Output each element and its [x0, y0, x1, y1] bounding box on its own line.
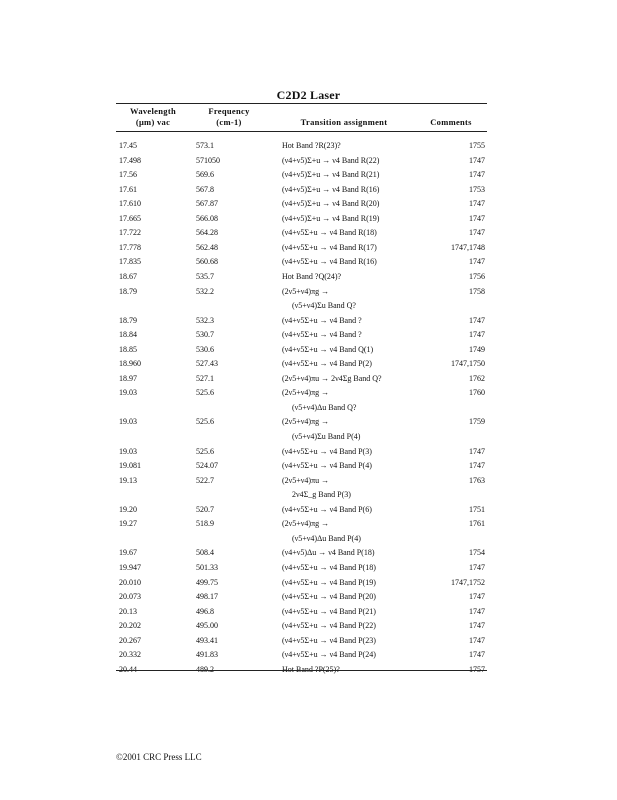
- transition-cell: (ν4+ν5Σ+u → ν4 Band P(2): [282, 359, 372, 369]
- frequency-cell: 527.43: [196, 359, 218, 369]
- frequency-cell: 569.6: [196, 170, 214, 180]
- frequency-cell: 495.00: [196, 621, 218, 631]
- frequency-cell: 525.6: [196, 417, 214, 427]
- transition-cell: (ν4+ν5Σ+u → ν4 Band R(17): [282, 242, 377, 252]
- wavelength-cell: 19.081: [119, 461, 141, 471]
- wavelength-cell: 17.61: [119, 184, 137, 194]
- transition-cell: (ν4+ν5Σ+u → ν4 Band P(3): [282, 446, 372, 456]
- wavelength-cell: 19.67: [119, 548, 137, 558]
- transition-cell: (ν4+ν5Σ+u → ν4 Band R(18): [282, 228, 377, 238]
- transition-cell: (ν4+ν5Σ+u → ν4 Band P(24): [282, 650, 376, 660]
- transition-cell: (2ν5+ν4)πu → 2ν4Σg Band Q?: [282, 373, 382, 383]
- transition-cell: (ν4+ν5)Δu → ν4 Band P(18): [282, 548, 375, 558]
- comments-cell: 1747: [469, 213, 485, 223]
- frequency-cell: 525.6: [196, 446, 214, 456]
- transition-cell: (ν4+ν5Σ+u → ν4 Band P(19): [282, 577, 376, 587]
- comments-cell: 1751: [469, 504, 485, 514]
- frequency-cell: 520.7: [196, 504, 214, 514]
- transition-cell: (ν4+ν5Σ+u → ν4 Band R(16): [282, 257, 377, 267]
- wavelength-cell: 20.073: [119, 592, 141, 602]
- transition-cell: (ν4+ν5)Σ+u → ν4 Band R(16): [282, 184, 380, 194]
- comments-cell: 1747: [469, 315, 485, 325]
- wavelength-header-line1: Wavelength: [130, 106, 176, 116]
- wavelength-cell: 17.835: [119, 257, 141, 267]
- comments-header: Comments: [430, 117, 472, 127]
- transition-header: Transition assignment: [300, 117, 388, 127]
- transition-cell: (ν4+ν5Σ+u → ν4 Band P(18): [282, 562, 376, 572]
- comments-cell: 1747: [469, 257, 485, 267]
- frequency-cell: 535.7: [196, 271, 214, 281]
- wavelength-header: [118, 106, 188, 128]
- frequency-cell: 525.6: [196, 388, 214, 398]
- transition-cell: (ν4+ν5)Σ+u → ν4 Band R(20): [282, 199, 380, 209]
- frequency-cell: 524.07: [196, 461, 218, 471]
- transition-cell: (ν4+ν5Σ+u → ν4 Band P(23): [282, 635, 376, 645]
- transition-cell: (ν4+ν5Σ+u → ν4 Band P(21): [282, 606, 376, 616]
- wavelength-header-line2: (μm) vac: [135, 117, 171, 127]
- comments-cell: 1747: [469, 199, 485, 209]
- transition-cell: (ν4+ν5Σ+u → ν4 Band ?: [282, 315, 362, 325]
- frequency-cell: 562.48: [196, 242, 218, 252]
- frequency-header-line2: (cm-1): [216, 117, 242, 127]
- transition-cell: Hot Band ?R(23)?: [282, 141, 341, 150]
- header-rule: [116, 131, 487, 132]
- wavelength-cell: 19.03: [119, 417, 137, 427]
- comments-cell: 1747: [469, 592, 485, 602]
- top-rule: [116, 103, 487, 104]
- frequency-cell: 573.1: [196, 141, 214, 150]
- frequency-cell: 564.28: [196, 228, 218, 238]
- frequency-header-line1: Frequency: [208, 106, 250, 116]
- bottom-rule: [116, 670, 487, 671]
- page-title: C2D2 Laser: [276, 88, 341, 102]
- transition-cell-continuation: (ν5+ν4)Σu Band Q?: [292, 301, 356, 311]
- comments-cell: 1747,1752: [451, 577, 485, 587]
- transition-cell-continuation: (ν5+ν4)Δu Band Q?: [292, 402, 357, 412]
- frequency-header: [196, 106, 262, 128]
- wavelength-cell: 17.56: [119, 170, 137, 180]
- frequency-cell: 508.4: [196, 548, 214, 558]
- wavelength-cell: 19.13: [119, 475, 137, 485]
- wavelength-cell: 17.45: [119, 141, 137, 150]
- comments-cell: 1747,1750: [451, 359, 485, 369]
- wavelength-cell: 19.03: [119, 388, 137, 398]
- wavelength-cell: 17.778: [119, 242, 141, 252]
- transition-cell: (ν4+ν5Σ+u → ν4 Band P(6): [282, 504, 372, 514]
- comments-cell: 1747: [469, 446, 485, 456]
- wavelength-cell: 18.79: [119, 315, 137, 325]
- frequency-cell: 530.7: [196, 330, 214, 340]
- wavelength-cell: 17.610: [119, 199, 141, 209]
- comments-cell: 1747: [469, 461, 485, 471]
- wavelength-cell: 17.498: [119, 155, 141, 165]
- transition-cell: (ν4+ν5Σ+u → ν4 Band ?: [282, 330, 362, 340]
- frequency-cell: 491.83: [196, 650, 218, 660]
- frequency-cell: 571050: [196, 155, 220, 165]
- wavelength-cell: 18.960: [119, 359, 141, 369]
- comments-cell: 1747: [469, 621, 485, 631]
- wavelength-cell: 18.85: [119, 344, 137, 354]
- wavelength-cell: 20.332: [119, 650, 141, 660]
- comments-cell: 1760: [469, 388, 485, 398]
- transition-cell-continuation: (ν5+ν4)Δu Band P(4): [292, 533, 361, 543]
- frequency-cell: 530.6: [196, 344, 214, 354]
- wavelength-cell: 18.67: [119, 271, 137, 281]
- frequency-cell: 532.2: [196, 286, 214, 296]
- frequency-cell: 501.33: [196, 562, 218, 572]
- comments-cell: 1762: [469, 373, 485, 383]
- wavelength-cell: 20.202: [119, 621, 141, 631]
- transition-cell: (ν4+ν5Σ+u → ν4 Band P(4): [282, 461, 372, 471]
- transition-cell: (2ν5+ν4)πg →: [282, 519, 330, 529]
- wavelength-cell: 17.722: [119, 228, 141, 238]
- transition-cell: (ν4+ν5Σ+u → ν4 Band P(22): [282, 621, 376, 631]
- transition-cell: (ν4+ν5)Σ+u → ν4 Band R(22): [282, 155, 380, 165]
- comments-cell: 1747: [469, 170, 485, 180]
- frequency-cell: 518.9: [196, 519, 214, 529]
- wavelength-cell: 18.84: [119, 330, 137, 340]
- frequency-cell: 489.2: [196, 664, 214, 674]
- comments-cell: 1747: [469, 650, 485, 660]
- frequency-cell: 532.3: [196, 315, 214, 325]
- wavelength-cell: 19.947: [119, 562, 141, 572]
- wavelength-cell: 19.03: [119, 446, 137, 456]
- comments-cell: 1747,1748: [451, 242, 485, 252]
- wavelength-cell: 19.20: [119, 504, 137, 514]
- transition-cell: (ν4+ν5Σ+u → ν4 Band P(20): [282, 592, 376, 602]
- copyright-footer: ©2001 CRC Press LLC: [116, 752, 202, 762]
- comments-cell: 1757: [469, 664, 485, 674]
- frequency-cell: 522.7: [196, 475, 214, 485]
- comments-cell: 1763: [469, 475, 485, 485]
- comments-cell: 1754: [469, 548, 485, 558]
- comments-cell: 1747: [469, 606, 485, 616]
- wavelength-cell: 20.44: [119, 664, 137, 674]
- transition-cell: (2ν5+ν4)πg →: [282, 388, 330, 398]
- frequency-cell: 498.17: [196, 592, 218, 602]
- transition-cell-continuation: 2ν4Σ_g Band P(3): [292, 490, 351, 500]
- transition-cell: (2ν5+ν4)πu →: [282, 475, 330, 485]
- comments-cell: 1747: [469, 635, 485, 645]
- comments-cell: 1759: [469, 417, 485, 427]
- comments-cell: 1747: [469, 155, 485, 165]
- transition-cell: Hot Band ?P(25)?: [282, 664, 340, 674]
- frequency-cell: 560.68: [196, 257, 218, 267]
- comments-cell: 1747: [469, 562, 485, 572]
- frequency-cell: 496.8: [196, 606, 214, 616]
- comments-cell: 1749: [469, 344, 485, 354]
- comments-cell: 1747: [469, 228, 485, 238]
- transition-cell: (ν4+ν5Σ+u → ν4 Band Q(1): [282, 344, 374, 354]
- frequency-cell: 567.87: [196, 199, 218, 209]
- transition-cell: Hot Band ?Q(24)?: [282, 271, 342, 281]
- wavelength-cell: 18.97: [119, 373, 137, 383]
- comments-cell: 1753: [469, 184, 485, 194]
- transition-cell: (2ν5+ν4)πg →: [282, 417, 330, 427]
- frequency-cell: 527.1: [196, 373, 214, 383]
- wavelength-cell: 20.267: [119, 635, 141, 645]
- frequency-cell: 566.08: [196, 213, 218, 223]
- comments-cell: 1756: [469, 271, 485, 281]
- wavelength-cell: 18.79: [119, 286, 137, 296]
- comments-cell: 1755: [469, 141, 485, 150]
- wavelength-cell: 20.13: [119, 606, 137, 616]
- wavelength-cell: 17.665: [119, 213, 141, 223]
- transition-cell: (2ν5+ν4)πg →: [282, 286, 330, 296]
- comments-cell: 1758: [469, 286, 485, 296]
- frequency-cell: 567.8: [196, 184, 214, 194]
- transition-cell: (ν4+ν5)Σ+u → ν4 Band R(21): [282, 170, 380, 180]
- frequency-cell: 499.75: [196, 577, 218, 587]
- transition-cell-continuation: (ν5+ν4)Σu Band P(4): [292, 432, 361, 441]
- comments-cell: 1761: [469, 519, 485, 529]
- frequency-cell: 493.41: [196, 635, 218, 645]
- transition-cell: (ν4+ν5)Σ+u → ν4 Band R(19): [282, 213, 380, 223]
- wavelength-cell: 20.010: [119, 577, 141, 587]
- wavelength-cell: 19.27: [119, 519, 137, 529]
- comments-cell: 1747: [469, 330, 485, 340]
